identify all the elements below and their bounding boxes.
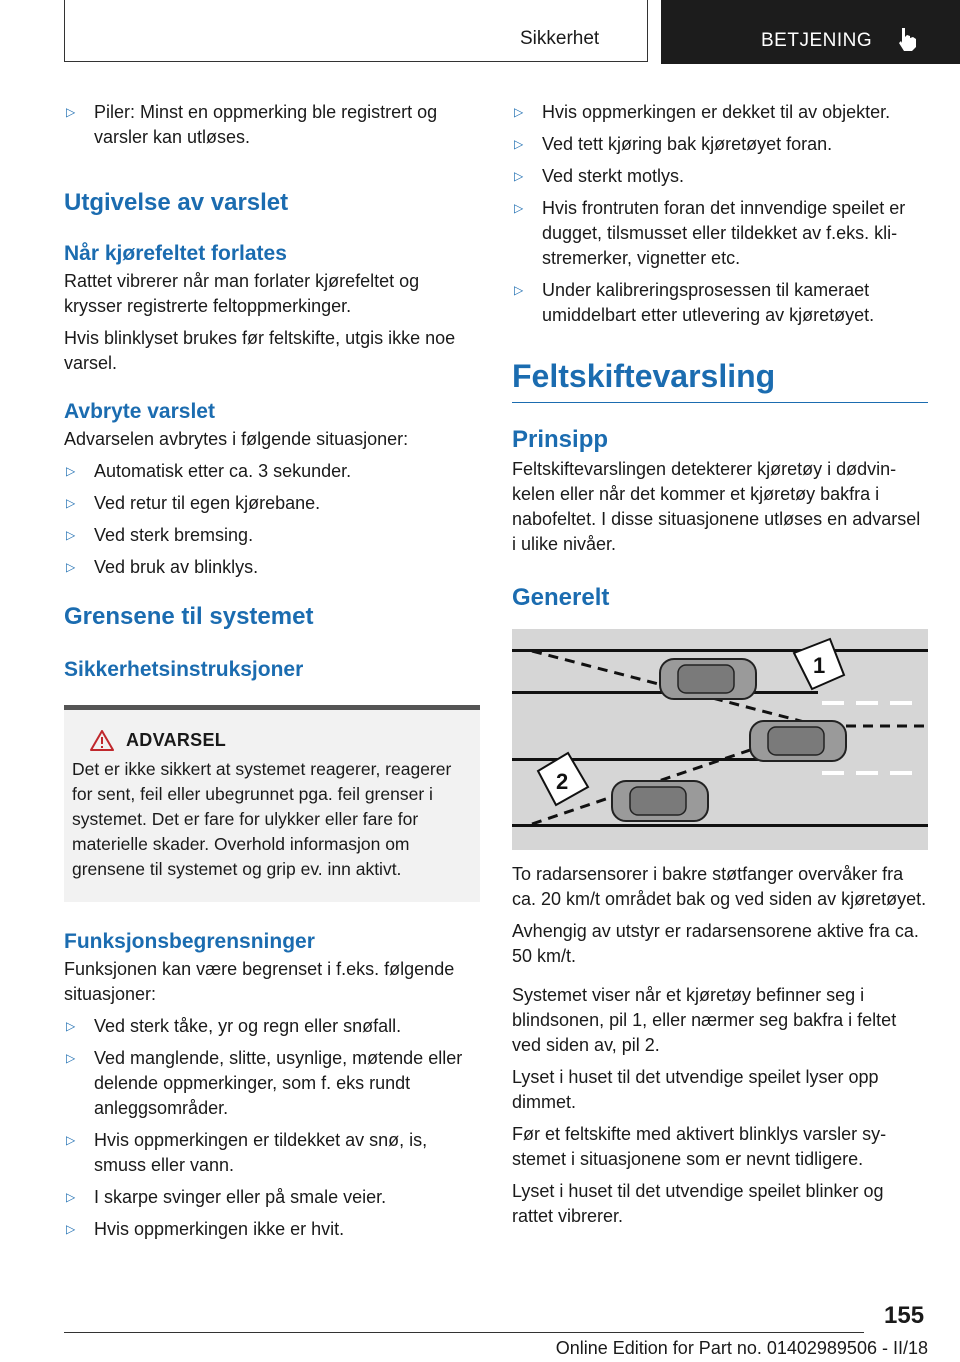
list-item: ▷ Hvis oppmerkingen ikke er hvit.	[66, 1219, 345, 1239]
paragraph: Advarselen avbrytes i følgende situasjoner:	[64, 429, 409, 449]
car-3	[612, 781, 708, 821]
paragraph: Funksjonen kan være begrenset i f.eks. følgende situasjoner:	[64, 959, 455, 1004]
page-number: 155	[884, 1302, 925, 1329]
heading-avbryte: Avbryte varslet	[64, 400, 215, 423]
warning-box	[64, 705, 480, 902]
list-item: ▷ Automatisk etter ca. 3 sekunder.	[66, 461, 352, 481]
list-item: ▷ Ved sterkt motlys.	[514, 166, 685, 186]
list-item: ▷ Ved bruk av blinklys.	[66, 557, 259, 577]
heading-kjorefelt: Når kjørefeltet forlates	[64, 242, 287, 265]
car-1	[660, 659, 756, 699]
car-2	[750, 721, 846, 761]
header-chapter-tab	[661, 0, 960, 64]
paragraph: Systemet viser når et kjøretøy befinner seg i blindsonen, pil 1, eller nærmer seg bakfra i feltet ved siden av, pil 2.	[512, 985, 897, 1055]
warning-text: Det er ikke sikkert at systemet reagerer, reagerer for sent, feil eller ubegrunnet pga. feil grenser i systemet. Det er fare for ulykker eller fare for materielle skader. Overhold informasjon om grensene til systemet og grip ev. inn aktivt.	[72, 759, 452, 879]
list-item: ▷ Ved manglende, slitte, usynlige, møtende eller delende oppmerkinger, som f. eks rundt anleggsområder.	[66, 1048, 463, 1118]
paragraph: Avhengig av utstyr er radarsensorene aktive fra ca. 50 km/t.	[512, 921, 919, 966]
lane-change-illustration	[512, 629, 928, 850]
warning-triangle-icon	[90, 730, 114, 751]
heading-generelt: Generelt	[512, 584, 610, 611]
paragraph: Lyset i huset til det utvendige speilet blinker og rattet vibrerer.	[512, 1181, 884, 1226]
list-item: ▷ Piler: Minst en oppmerking ble registrert og varsler kan utløses.	[66, 102, 438, 147]
header-chapter-label: BETJENING	[761, 30, 873, 51]
list-item: ▷ I skarpe svinger eller på smale veier.	[66, 1187, 387, 1207]
paragraph: Før et feltskifte med aktivert blinklys varsler systemet i situasjonene som er nevnt tidligere.	[512, 1124, 887, 1169]
paragraph: Rattet vibrerer når man forlater kjørefeltet og krysser registrerte feltoppmerkinger.	[64, 271, 420, 316]
heading-grensene: Grensene til systemet	[64, 603, 314, 630]
list-item: ▷ Hvis frontruten foran det innvendige speilet er dugget, tilsmusset eller tildekket av f.eks. klistremerker, vignetter etc.	[514, 198, 906, 268]
svg-text:2: 2	[556, 769, 569, 794]
list-item: ▷ Ved tett kjøring bak kjøretøyet foran.	[514, 134, 833, 154]
list-item: ▷ Ved retur til egen kjørebane.	[66, 493, 321, 513]
footer-divider	[64, 1332, 864, 1333]
header-section-label: Sikkerhet	[520, 28, 600, 49]
list-item: ▷ Ved sterk tåke, yr og regn eller snøfall.	[66, 1016, 402, 1036]
footer-edition: Online Edition for Part no. 01402989506 - II/18	[555, 1338, 928, 1358]
paragraph: Lyset i huset til det utvendige speilet lyser opp dimmet.	[512, 1067, 879, 1112]
paragraph: Hvis blinklyset brukes før feltskifte, utgis ikke noe varsel.	[64, 328, 456, 373]
list-item: ▷ Hvis oppmerkingen er tildekket av snø, is, smuss eller vann.	[66, 1130, 428, 1175]
list-item: ▷ Under kalibreringsprosessen til kameraet umiddelbart etter utlevering av kjøretøyet.	[514, 280, 875, 325]
left-column	[64, 100, 480, 1249]
list-item: ▷ Ved sterk bremsing.	[66, 525, 254, 545]
list-item: ▷ Hvis oppmerkingen er dekket til av objekter.	[514, 102, 891, 122]
right-column	[512, 100, 928, 1229]
svg-text:1: 1	[813, 653, 826, 678]
heading-utgivelse: Utgivelse av varslet	[64, 189, 289, 216]
road-diagram	[512, 629, 928, 850]
warning-title: ADVARSEL	[126, 730, 227, 750]
paragraph: To radarsensorer i bakre støtfanger overvåker fra ca. 20 km/t området bak og ved siden av kjøretøyet.	[512, 864, 927, 909]
heading-feltskifte: Feltskiftevarsling	[512, 356, 928, 403]
paragraph: Feltskiftevarslingen detekterer kjøretøy i dødvinkelen eller når det kommer et kjøretøy bakfra i nabofeltet. I disse situasjonene utløses en advarsel i ulike nivåer.	[512, 459, 921, 554]
heading-prinsipp: Prinsipp	[512, 426, 609, 453]
heading-funksjon: Funksjonsbegrensninger	[64, 930, 315, 953]
heading-sikkerhet: Sikkerhetsinstruksjoner	[64, 658, 304, 681]
hand-pointer-icon	[897, 26, 919, 52]
